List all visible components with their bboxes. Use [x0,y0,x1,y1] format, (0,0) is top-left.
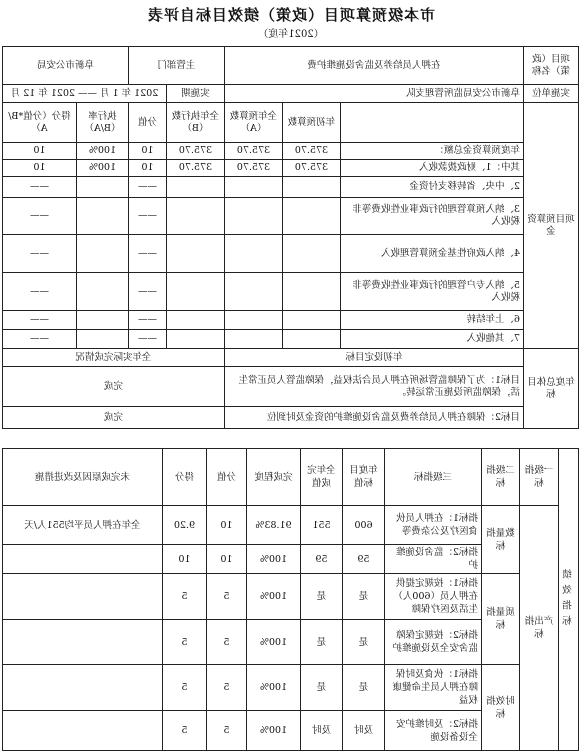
budget-cell: —— [128,235,166,273]
perf-reason [3,545,163,574]
budget-cell: 375.70 [283,143,341,160]
budget-cell: —— [2,273,76,311]
project-name-row [2,47,578,85]
budget-cell [76,235,128,273]
perf-score: 9.20 [163,506,207,545]
budget-cell: 10 [2,143,76,160]
budget-cell [283,177,341,198]
perf-target: 是 [343,665,385,711]
budget-cell: 100% [76,143,128,160]
perf-reason [3,574,163,620]
table-row [2,177,578,198]
project-name-label: 项目（政策）名称 [524,47,579,85]
perf-score: 5 [163,711,207,751]
perf-weight: 10 [207,545,247,574]
table-row [2,160,578,177]
impl-unit-value: 阜新市公安局监所管理支队 [225,85,524,103]
col-target: 年度目标值 [343,449,385,506]
dept-label: 主管部门 [128,47,224,85]
perf-section-label [559,449,579,751]
budget-cell [283,330,341,349]
budget-section-label: 项目预算资金 [524,103,579,349]
col-actual-goal: 全年实际完成情况 [2,349,224,367]
budget-header-row [2,103,578,143]
performance-table [2,448,579,751]
budget-cell [225,177,283,198]
budget-cell [76,330,128,349]
budget-cell [225,235,283,273]
col-planned-goal: 年初设定目标 [225,349,524,367]
perf-score: 5 [163,665,207,711]
perf-target: 是 [343,620,385,665]
goals-section-label: 年度总体目标 [524,349,579,429]
impl-unit-row [2,85,578,103]
perf-target: 是 [343,574,385,620]
budget-cell: —— [128,177,166,198]
budget-row-label: 4、纳入政府性基金预算管理收入 [341,235,524,273]
table-row [2,143,578,160]
budget-cell: —— [128,311,166,330]
col-score: 得分（分值*B/A） [2,103,76,143]
budget-row-label: 3、纳入预算管理的行政事业性收费等非税收入 [341,198,524,235]
col-weight: 分值 [207,449,247,506]
budget-cell [76,273,128,311]
budget-cell: —— [2,330,76,349]
perf-weight: 5 [207,574,247,620]
dept-value: 阜新市公安局 [2,47,128,85]
table-row [2,198,578,235]
budget-cell: —— [128,273,166,311]
budget-row-label: 2、中央、省转移支付资金 [341,177,524,198]
budget-cell: —— [2,198,76,235]
goal-actual-text: 完成 [2,367,224,407]
col-full-budget: 全年预算数（A） [225,103,283,143]
perf-reason [3,620,163,665]
perf-target: 及时 [343,711,385,751]
budget-cell [283,198,341,235]
budget-cell: 375.70 [167,143,225,160]
table-row [2,330,578,349]
table-row [2,311,578,330]
perf-score: 5 [163,620,207,665]
budget-cell [167,198,225,235]
table-row [3,574,579,620]
budget-cell [76,311,128,330]
perf-section-text: 绩效指标 [563,568,574,631]
perf-score: 10 [163,545,207,574]
perf-reason [3,711,163,751]
page-subtitle: （2021年度） [258,29,324,40]
budget-cell [283,273,341,311]
budget-cell: 375.70 [167,160,225,177]
perf-weight: 5 [207,665,247,711]
l2-quality-label: 质量指标 [482,574,520,665]
col-perf-score: 得分 [163,449,207,506]
budget-cell: —— [2,235,76,273]
budget-row-label: 其中：1、财政拨款收入 [341,160,524,177]
page-title: 市本级预算项目（政策）绩效目标自评表 [147,6,436,24]
perf-l3: 指标2：按规定保障监舍安全及设施维护 [385,620,482,665]
budget-cell [167,177,225,198]
budget-cell [225,198,283,235]
budget-row-label: 6、上年结转 [341,311,524,330]
budget-cell: —— [128,330,166,349]
table-row [2,367,578,407]
perf-score: 5 [163,574,207,620]
perf-actual: 是 [301,620,343,665]
budget-cell [283,311,341,330]
col-degree: 完成程度 [247,449,301,506]
perf-l3: 指标1：按规定提供在押人员（600人）生活及医疗保障 [385,574,482,620]
perf-l3: 指标2：及时维护安全设备设施 [385,711,482,751]
perf-degree: 100% [247,711,301,751]
perf-reason [3,665,163,711]
budget-cell: —— [2,177,76,198]
l2-quantity-label: 数量指标 [482,506,520,574]
budget-cell: 10 [128,143,166,160]
col-l2: 二级指标 [482,449,520,506]
budget-goal-table [2,46,579,429]
budget-cell [283,235,341,273]
col-exec: 全年执行数（B） [167,103,225,143]
budget-row-label: 年度预算资金总额： [341,143,524,160]
table-row [3,665,579,711]
budget-cell: 375.70 [283,160,341,177]
perf-degree: 100% [247,545,301,574]
table-row [2,235,578,273]
col-reason: 未完成原因及改进措施 [3,449,163,506]
col-score-weight: 分值 [128,103,166,143]
period-label: 实施期 [167,85,225,103]
budget-cell: 10 [2,160,76,177]
period-value: 2021 年 1 月 —— 2021 年 12 月 [2,85,166,103]
budget-cell [167,330,225,349]
l1-output-label: 产出指标 [520,506,559,751]
budget-cell: —— [128,198,166,235]
budget-cell: —— [2,311,76,330]
budget-cell: 375.70 [225,143,283,160]
goal-planned-text: 目标2：保障在押人员给养费及监舍设施维护的资金及时到位 [225,407,524,429]
l2-timeliness-label: 时效指标 [482,665,520,751]
col-l1: 一级指标 [520,449,559,506]
table-row [2,407,578,429]
goal-planned-text: 目标1：为了保障监管场所在押人员合法权益，保障监管人员正常生活，保障监所设施正常运转。 [225,367,524,407]
perf-degree: 100% [247,665,301,711]
budget-header-blank [341,103,524,143]
perf-weight: 5 [207,711,247,751]
budget-cell: 100% [76,160,128,177]
col-l3: 三级指标 [385,449,482,506]
budget-cell [76,198,128,235]
perf-reason: 全年在押人员平均551人/天 [3,506,163,545]
perf-actual: 及时 [301,711,343,751]
budget-cell [167,273,225,311]
budget-cell [225,273,283,311]
budget-cell: 10 [128,160,166,177]
table-row [2,273,578,311]
perf-header-row [3,449,579,506]
perf-actual: 是 [301,574,343,620]
perf-weight: 5 [207,620,247,665]
budget-cell [167,235,225,273]
budget-cell [167,311,225,330]
budget-cell [225,311,283,330]
project-name-value: 在押人员给养及监舍设施维护费 [225,47,524,85]
col-exec-rate: 执行率（B/A） [76,103,128,143]
perf-degree: 100% [247,620,301,665]
perf-weight: 10 [207,506,247,545]
perf-degree: 91.83% [247,506,301,545]
col-actual: 全年完成值 [301,449,343,506]
budget-row-label: 7、其他收入 [341,330,524,349]
perf-l3: 指标2：监舍设施维护 [385,545,482,574]
perf-l3: 指标1：在押人员伙食医疗及公杂费等 [385,506,482,545]
perf-l3: 指标1：伙食及时保障在押人员生命健康权益 [385,665,482,711]
budget-cell [76,177,128,198]
goal-actual-text: 完成 [2,407,224,429]
perf-target: 600 [343,506,385,545]
perf-degree: 100% [247,574,301,620]
table-row [3,506,579,545]
budget-row-label: 5、纳入专户管理的行政事业性收费等非税收入 [341,273,524,311]
budget-cell [225,330,283,349]
perf-actual: 是 [301,665,343,711]
perf-actual: 59 [301,545,343,574]
perf-target: 59 [343,545,385,574]
budget-cell: 375.70 [225,160,283,177]
goals-header-row [2,349,578,367]
col-initial-budget: 年初预算数 [283,103,341,143]
impl-unit-label: 实施单位 [524,85,579,103]
perf-actual: 551 [301,506,343,545]
